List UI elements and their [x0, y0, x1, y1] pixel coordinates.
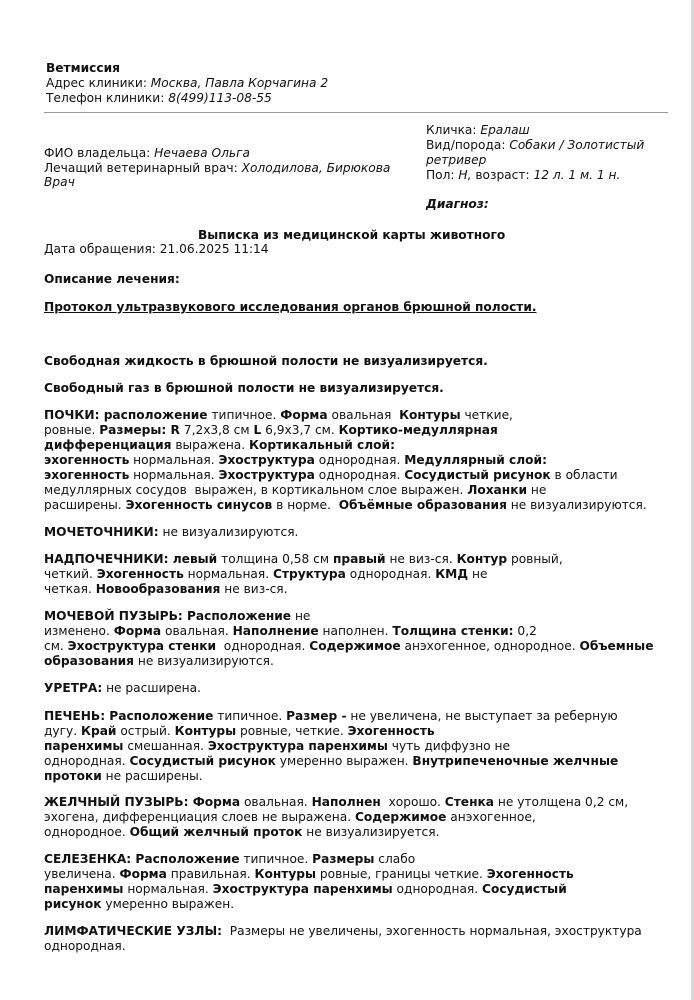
text-run: увеличена.: [44, 867, 120, 881]
text-run: ровные, границы четкие.: [316, 867, 487, 881]
bold-term: протоки: [44, 769, 102, 783]
bold-term: Сосудистый рисунок: [404, 468, 551, 482]
bold-term: СЕЛЕЗЕНКА: Расположение: [44, 852, 240, 866]
text-run: четкие,: [460, 408, 513, 422]
section-line: [44, 825, 669, 840]
free-fluid-line: Свободная жидкость в брюшной полости не визуализируется.: [44, 354, 488, 368]
text-run: 0,2: [513, 624, 537, 638]
bold-term: Контуры: [399, 408, 461, 422]
text-run: овальная: [327, 408, 400, 422]
section-line: [44, 525, 669, 540]
text-run: медуллярных сосудов выражен, в кортикальном слое выражен.: [44, 483, 468, 497]
pet-name-value: Ералаш: [480, 123, 530, 137]
bold-term: ЖЕЛЧНЫЙ ПУЗЫРЬ: Форма: [44, 795, 241, 809]
section-line: [44, 897, 669, 912]
section-line: [44, 468, 669, 483]
section-line: [44, 709, 669, 724]
section-line: [44, 810, 669, 825]
doctor-value-line2: Врач: [44, 175, 75, 189]
text-run: острый.: [116, 724, 175, 738]
bold-term: Кортико-медуллярная: [338, 423, 498, 437]
bold-term: ЛИМФАТИЧЕСКИЕ УЗЛЫ:: [44, 924, 223, 938]
section-line: [44, 867, 669, 882]
clinic-address: [46, 76, 328, 91]
text-run: выражена.: [171, 438, 249, 452]
bold-term: эхогенность: [44, 453, 130, 467]
pet-sex-age-line: [426, 168, 620, 183]
text-run: умеренно выражен.: [275, 754, 413, 768]
clinic-phone: [46, 91, 272, 106]
clinic-address-value: Москва, Павла Корчагина 2: [150, 76, 329, 90]
text-run: однородная.: [345, 567, 436, 581]
section-bladder: [44, 609, 669, 669]
section-line: [44, 624, 669, 639]
text-run: типичное.: [207, 408, 281, 422]
text-run: овальная.: [240, 795, 312, 809]
section-line: [44, 654, 669, 669]
bold-term: Эхоструктура паренхимы: [212, 882, 393, 896]
bold-term: Размеры: R: [99, 423, 180, 437]
section-ureters: [44, 525, 669, 540]
section-line: [44, 795, 669, 810]
bold-term: Эхоструктура паренхимы: [207, 739, 388, 753]
bold-term: Содержимое: [309, 639, 401, 653]
pet-breed-value-line1: Собаки / Золотистый: [509, 138, 645, 152]
bold-term: Эхогенность: [96, 567, 184, 581]
bold-term: Внутрипеченочные желчные: [412, 754, 619, 768]
text-run: однородная.: [314, 468, 405, 482]
section-line: [44, 724, 669, 739]
bold-term: Контуры: [254, 867, 317, 881]
section-line: [44, 769, 669, 784]
section-line: [44, 423, 669, 438]
bold-term: Содержимое: [354, 810, 447, 824]
section-line: [44, 408, 669, 423]
header-divider: [44, 112, 668, 113]
bold-term: правый: [332, 552, 386, 566]
section-line: [44, 882, 669, 897]
bold-term: Эхогенность: [347, 724, 435, 738]
doctor-line: [44, 161, 390, 176]
visit-date: Дата обращения: 21.06.2025 11:14: [44, 242, 269, 256]
text-run: четкий.: [44, 567, 97, 581]
text-run: см.: [44, 639, 68, 653]
bold-term: рисунок: [44, 897, 102, 911]
owner-label: ФИО владельца:: [44, 146, 151, 160]
bold-term: Эхоструктура стенки: [67, 639, 217, 653]
pet-age-value: 12 л. 1 м. 1 н.: [533, 168, 621, 182]
bold-term: Контур: [456, 552, 508, 566]
document-title: Выписка из медицинской карты животного: [198, 228, 506, 242]
text-run: однородное.: [44, 825, 130, 839]
bold-term: УРЕТРА:: [44, 681, 103, 695]
text-run: не виз-ся.: [385, 552, 457, 566]
bold-term: ПЕЧЕНЬ: Расположение: [44, 709, 214, 723]
bold-term: Форма: [113, 624, 162, 638]
text-run: нормальная.: [123, 882, 213, 896]
text-run: смешанная.: [123, 739, 208, 753]
bold-term: Толщина стенки:: [392, 624, 514, 638]
clinic-address-label: Адрес клиники:: [46, 76, 147, 90]
text-run: нормальная.: [129, 453, 219, 467]
text-run: ровные, четкие.: [236, 724, 348, 738]
bold-term: Медуллярный слой:: [404, 453, 547, 467]
pet-name-label: Кличка:: [426, 123, 477, 137]
owner-value: Нечаева Ольга: [154, 146, 250, 160]
text-run: однородная.: [44, 939, 126, 953]
bold-term: Эхоструктура: [218, 468, 315, 482]
doctor-value-line1: Холодилова, Бирюкова: [241, 161, 391, 175]
section-line: [44, 739, 669, 754]
protocol-title: Протокол ультразвукового исследования органов брюшной полости.: [44, 300, 537, 314]
bold-term: Эхогенность: [486, 867, 574, 881]
bold-term: Эхоструктура: [218, 453, 315, 467]
section-gallbladder: [44, 795, 669, 840]
section-line: [44, 939, 669, 954]
bold-term: дифференциация: [44, 438, 172, 452]
text-run: овальная.: [161, 624, 233, 638]
bold-term: Новообразования: [95, 582, 221, 596]
bold-term: МОЧЕТОЧНИКИ:: [44, 525, 159, 539]
bold-term: Лоханки: [467, 483, 528, 497]
text-run: типичное.: [239, 852, 313, 866]
text-run: однородная.: [392, 882, 483, 896]
section-line: [44, 754, 669, 769]
bold-term: Объемные: [579, 639, 654, 653]
pet-sex-value: Н,: [458, 168, 472, 182]
pet-age-label: возраст:: [475, 168, 530, 182]
bold-term: Структура: [272, 567, 346, 581]
treatment-label: Описание лечения:: [44, 272, 180, 286]
bold-term: Наполнен: [311, 795, 381, 809]
text-run: ровный,: [507, 552, 563, 566]
section-kidneys: [44, 408, 669, 513]
clinic-phone-value: 8(499)113-08-55: [168, 91, 272, 105]
section-line: [44, 639, 669, 654]
bold-term: МОЧЕВОЙ ПУЗЫРЬ: Расположение: [44, 609, 292, 623]
bold-term: КМД: [435, 567, 469, 581]
bold-term: образования: [44, 654, 135, 668]
bold-term: Наполнение: [232, 624, 319, 638]
pet-name-line: [426, 123, 530, 138]
bold-term: Общий желчный проток: [129, 825, 303, 839]
text-run: хорошо.: [380, 795, 445, 809]
section-line: [44, 438, 669, 453]
bold-term: L: [253, 423, 262, 437]
bold-term: Сосудистый рисунок: [129, 754, 276, 768]
free-gas-line: Свободный газ в брюшной полости не визуализируется.: [44, 381, 444, 395]
bold-term: эхогенность: [44, 468, 130, 482]
text-run: слабо: [374, 852, 416, 866]
pet-breed-line: [426, 138, 644, 153]
bold-term: Эхогенность синусов: [125, 498, 273, 512]
text-run: не: [291, 609, 311, 623]
text-run: в области: [550, 468, 618, 482]
section-liver: [44, 709, 669, 784]
bold-term: Форма: [280, 408, 328, 422]
text-run: расширены.: [44, 498, 126, 512]
text-run: нормальная.: [183, 567, 273, 581]
text-run: не визуализируются.: [506, 498, 647, 512]
text-run: наполнен.: [318, 624, 393, 638]
bold-term: Форма: [119, 867, 167, 881]
text-run: толщина 0,58 см: [217, 552, 333, 566]
section-line: [44, 453, 669, 468]
bold-term: Объёмные образования: [338, 498, 507, 512]
text-run: не: [468, 567, 488, 581]
pet-breed-value-line2: ретривер: [426, 153, 487, 167]
section-line: [44, 483, 669, 498]
bold-term: Размер -: [286, 709, 347, 723]
text-run: не расширены.: [101, 769, 203, 783]
text-run: нормальная.: [129, 468, 219, 482]
section-line: [44, 552, 669, 567]
bold-term: НАДПОЧЕЧНИКИ: левый: [44, 552, 218, 566]
bold-term: Кортикальный слой:: [249, 438, 395, 452]
bold-term: Край: [81, 724, 117, 738]
text-run: не визуализируется.: [302, 825, 440, 839]
text-run: ровные.: [44, 423, 100, 437]
bold-term: паренхимы: [44, 739, 124, 753]
clinic-name: Ветмиссия: [46, 61, 120, 75]
text-run: однородная.: [44, 754, 130, 768]
text-run: Размеры не увеличены, эхогенность нормальная, эхоструктура: [222, 924, 642, 938]
section-urethra: [44, 681, 669, 696]
text-run: эхогена, дифференциация слоев не выражена.: [44, 810, 355, 824]
text-run: правильная.: [166, 867, 255, 881]
text-run: дугу.: [44, 724, 82, 738]
text-run: не визуализируются.: [134, 654, 274, 668]
section-line: [44, 498, 669, 513]
text-run: анэхогенное,: [446, 810, 536, 824]
owner-line: [44, 146, 250, 161]
text-run: анэхогенное, однородное.: [400, 639, 580, 653]
section-lymph-nodes: [44, 924, 669, 954]
bold-term: Стенка: [444, 795, 494, 809]
text-run: 6,9х3,7 см.: [261, 423, 339, 437]
clinic-phone-label: Телефон клиники:: [46, 91, 165, 105]
section-line: [44, 609, 669, 624]
doctor-label: Лечащий ветеринарный врач:: [44, 161, 238, 175]
bold-term: паренхимы: [44, 882, 124, 896]
text-run: изменено.: [44, 624, 114, 638]
text-run: не: [527, 483, 547, 497]
section-line: [44, 924, 669, 939]
bold-term: Контуры: [174, 724, 237, 738]
text-run: чуть диффузно не: [387, 739, 510, 753]
bold-term: ПОЧКИ: расположение: [44, 408, 208, 422]
text-run: умеренно выражен.: [101, 897, 235, 911]
bold-term: Размеры: [312, 852, 375, 866]
text-run: не расширена.: [102, 681, 201, 695]
section-line: [44, 852, 669, 867]
text-run: однородная.: [216, 639, 310, 653]
text-run: в норме.: [272, 498, 339, 512]
section-spleen: [44, 852, 669, 912]
section-line: [44, 567, 669, 582]
diagnosis-label: Диагноз:: [426, 197, 489, 211]
section-line: [44, 582, 669, 597]
text-run: не виз-ся.: [220, 582, 288, 596]
section-line: [44, 681, 669, 696]
section-adrenals: [44, 552, 669, 597]
text-run: 7,2х3,8 см: [179, 423, 254, 437]
text-run: не увеличена, не выступает за реберную: [346, 709, 618, 723]
text-run: типичное.: [213, 709, 287, 723]
pet-sex-label: Пол:: [426, 168, 455, 182]
text-run: однородная.: [314, 453, 405, 467]
text-run: не визуализируются.: [158, 525, 299, 539]
bold-term: Сосудистый: [482, 882, 567, 896]
text-run: четкая.: [44, 582, 96, 596]
text-run: не утолщена 0,2 см,: [494, 795, 629, 809]
pet-breed-label: Вид/порода:: [426, 138, 506, 152]
